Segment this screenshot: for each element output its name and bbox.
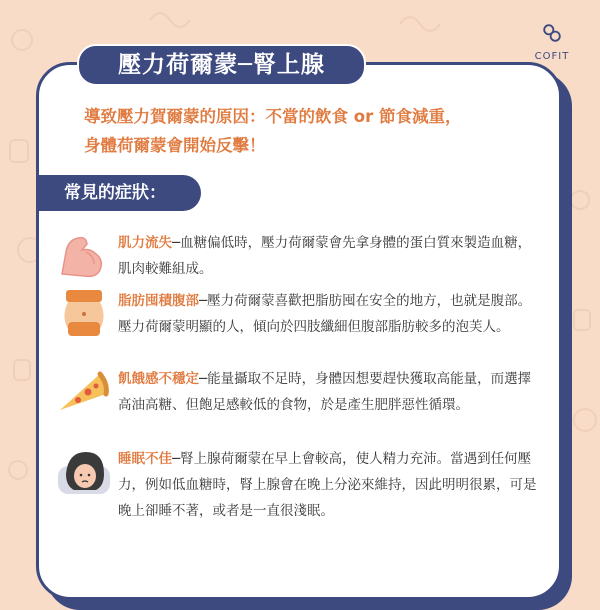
page-title: 壓力荷爾蒙─腎上腺 <box>77 44 366 86</box>
symptom-description: ─血糖偏低時，壓力荷爾蒙會先拿身體的蛋白質來製造血糖，肌肉較難組成。 <box>118 235 532 277</box>
symptom-title: 脂肪囤積腹部 <box>118 293 199 309</box>
symptom-description: ─壓力荷爾蒙喜歡把脂肪囤在安全的地方，也就是腹部。壓力荷爾蒙明顯的人，傾向於四肢纖細但腹部脂肪較多的泡芙人。 <box>118 293 532 335</box>
belly-icon <box>56 288 112 340</box>
symptom-description: ─腎上腺荷爾蒙在早上會較高，使人精力充沛。當遇到任何壓力，例如低血糖時，腎上腺會在晚上分泌來維持，因此明明很累，可是晚上卻睡不著，或者是一直很淺眠。 <box>118 451 537 519</box>
symptom-title: 飢餓感不穩定 <box>118 371 199 387</box>
intro-line-1: 導致壓力賀爾蒙的原因：不當的飲食 or 節食減重， <box>84 107 462 126</box>
intro-line-2: 身體荷爾蒙會開始反擊！ <box>84 136 266 155</box>
pizza-slice-icon <box>56 366 112 418</box>
symptom-title: 睡眠不佳 <box>118 451 172 467</box>
cofit-logo <box>530 22 574 62</box>
section-heading: 常見的症狀： <box>38 175 201 211</box>
sleepless-woman-icon <box>56 446 112 498</box>
cofit-logo-mark-icon <box>541 22 563 44</box>
intro-text <box>84 102 554 160</box>
brand-name: COFIT <box>534 51 570 62</box>
flexed-arm-icon <box>56 230 112 282</box>
symptom-description: ─能量攝取不足時，身體因想要趕快獲取高能量，而選擇高油高糖、但飽足感較低的食物，於是產生肥胖惡性循環。 <box>118 371 532 413</box>
symptom-title: 肌力流失 <box>118 235 172 251</box>
